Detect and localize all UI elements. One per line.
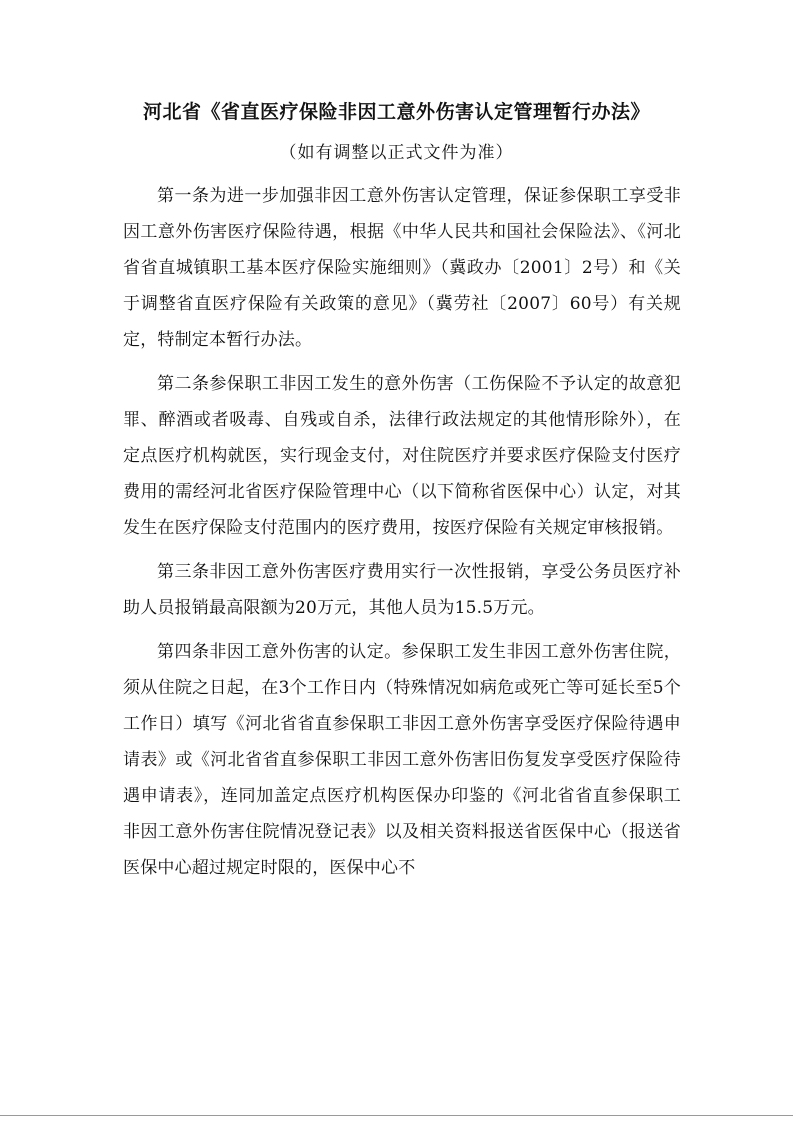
document-subtitle: （如有调整以正式文件为准） [279, 143, 514, 163]
article-2-paragraph: 第二条参保职工非因工发生的意外伤害（工伤保险不予认定的故意犯罪、醉酒或者吸毒、自残或自杀，法律行政法规定的其他情形除外），在定点医疗机构就医，实行现金支付，对住院医疗并要求医疗保险支付医疗费用的需经河北省医疗保险管理中心（以下简称省医保中心）认定，对其发生在医疗保险支付范围内的医疗费用，按医疗保险有关规定审核报销。 [123, 374, 681, 538]
document-title: 河北省《省直医疗保险非因工意外伤害认定管理暂行办法》 [142, 101, 650, 123]
article-4-paragraph: 第四条非因工意外伤害的认定。参保职工发生非因工意外伤害住院，须从住院之日起，在3个工作日内（特殊情况如病危或死亡等可延长至5个工作日）填写《河北省省直参保职工非因工意外伤害享受医疗保险待遇申请表》或《河北省省直参保职工非因工意外伤害旧伤复发享受医疗保险待遇申请表》，连同加盖定点医疗机构医保办印鉴的《河北省省直参保职工非因工意外伤害住院情况登记表》以及相关资料报送省医保中心（报送省医保中心超过规定时限的，医保中心不 [123, 642, 681, 878]
document-body [123, 178, 681, 886]
page-bottom-divider [0, 1115, 793, 1116]
article-1-paragraph: 第一条为进一步加强非因工意外伤害认定管理，保证参保职工享受非因工意外伤害医疗保险待遇，根据《中华人民共和国社会保险法》、《河北省省直城镇职工基本医疗保险实施细则》（冀政办〔2001〕2号）和《关于调整省直医疗保险有关政策的意见》（冀劳社〔2007〕60号）有关规定，特制定本暂行办法。 [123, 186, 681, 350]
article-3-paragraph: 第三条非因工意外伤害医疗费用实行一次性报销，享受公务员医疗补助人员报销最高限额为20万元，其他人员为15.5万元。 [123, 562, 681, 618]
